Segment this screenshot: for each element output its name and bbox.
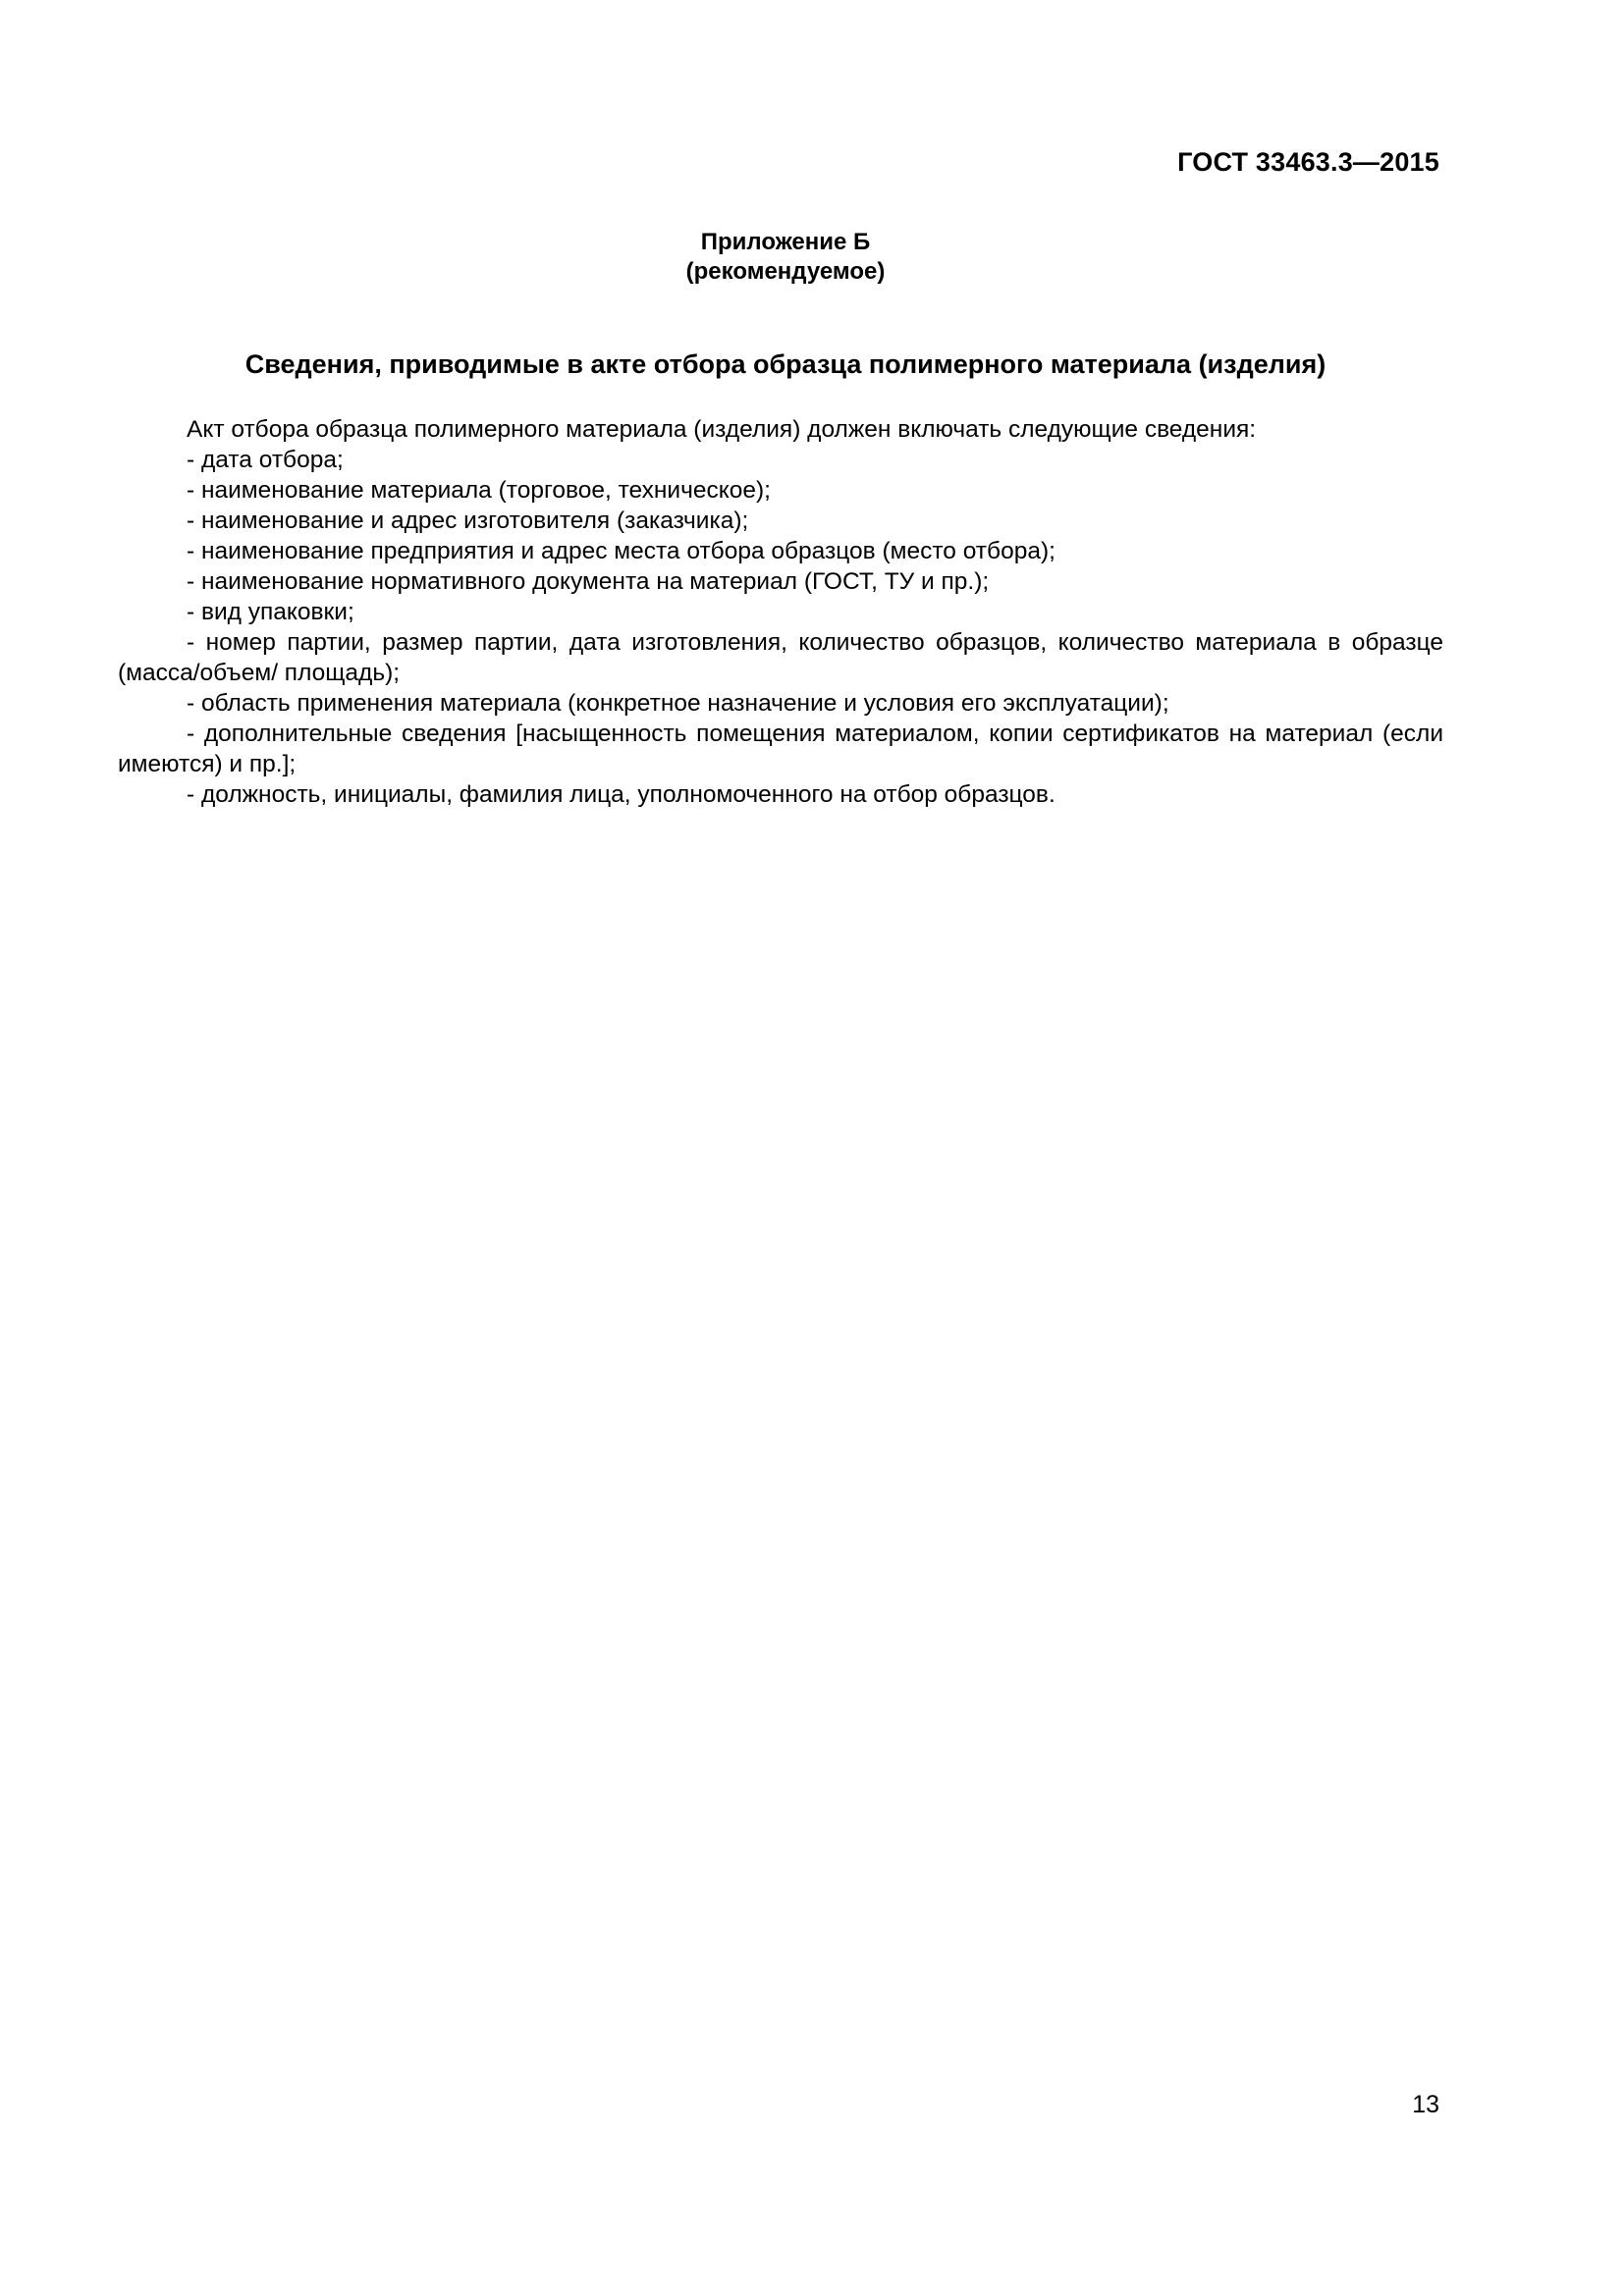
page-number: 13 (1412, 2091, 1439, 2118)
list-item: - вид упаковки; (187, 599, 354, 625)
list-item: - наименование материала (торговое, техническое); (187, 477, 771, 504)
appendix-label: Приложение Б (700, 229, 871, 255)
list-item: - область применения материала (конкретное назначение и условия его эксплуатации); (187, 690, 1169, 717)
list-item: - наименование нормативного документа на материал (ГОСТ, ТУ и пр.); (187, 568, 990, 595)
list-item: - дополнительные сведения [насыщенность помещения материалом, копии сертификатов на материал (если имеются) и пр.]; (118, 721, 1443, 777)
list-item: - наименование и адрес изготовителя (заказчика); (187, 507, 749, 534)
section-title: Сведения, приводимые в акте отбора образца полимерного материала (изделия) (244, 349, 1326, 379)
body-text (118, 414, 1443, 810)
appendix-status: (рекомендуемое) (685, 258, 886, 285)
document-code: ГОСТ 33463.3—2015 (1177, 147, 1439, 177)
list-item: - номер партии, размер партии, дата изготовления, количество образцов, количество материала в образце (масса/объем/ площадь); (118, 629, 1443, 686)
list-item: - должность, инициалы, фамилия лица, уполномоченного на отбор образцов. (187, 781, 1056, 808)
list-item: - наименование предприятия и адрес места отбора образцов (место отбора); (187, 538, 1056, 564)
appendix-heading (0, 228, 1571, 287)
list-item: - дата отбора; (187, 447, 344, 473)
intro-paragraph: Акт отбора образца полимерного материала (изделия) должен включать следующие сведения: (187, 416, 1257, 443)
